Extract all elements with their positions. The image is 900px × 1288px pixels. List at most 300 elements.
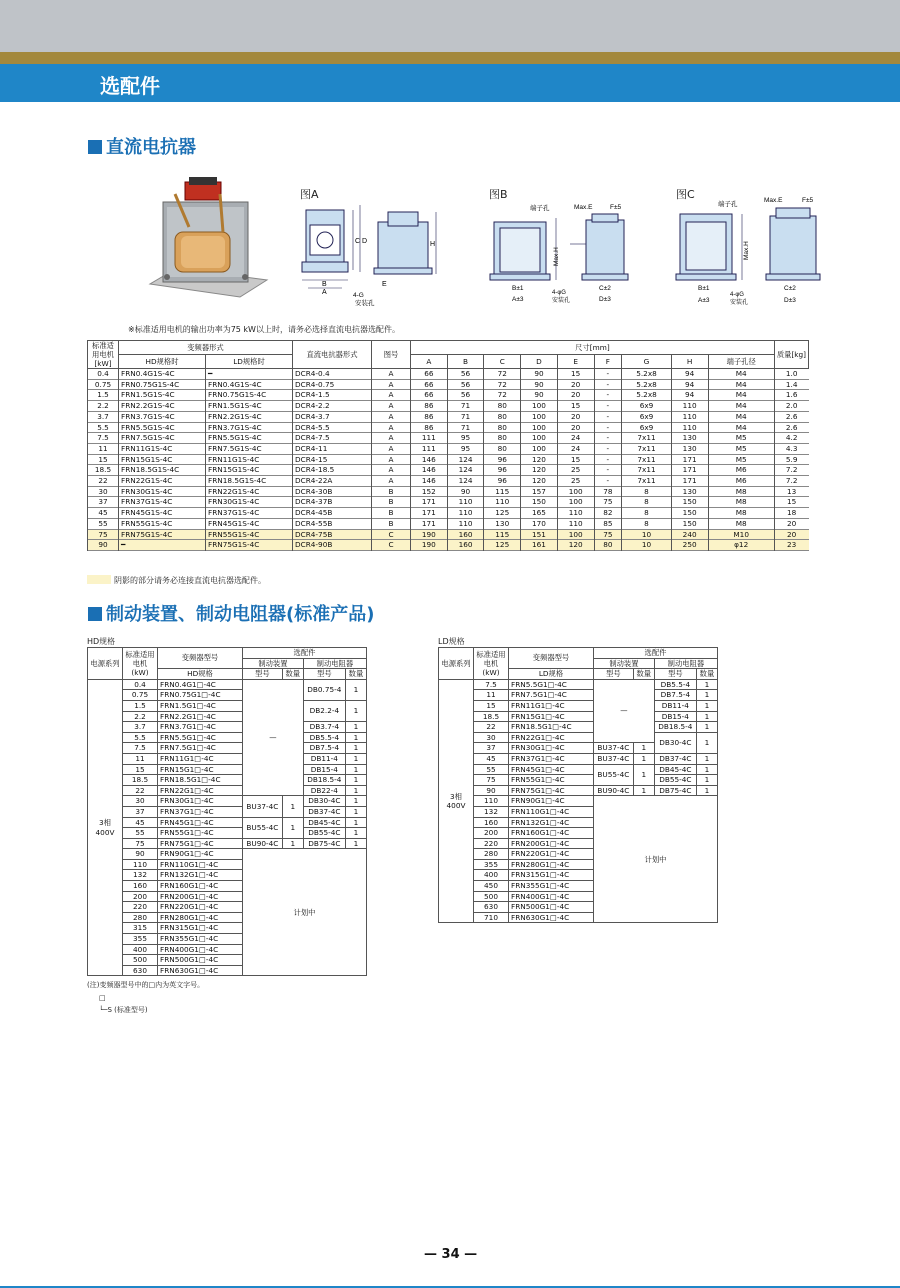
table-row [88, 540, 809, 551]
table-cell: 7x11 [622, 476, 672, 487]
table-cell: 200 [123, 891, 158, 902]
table-cell: 120 [521, 476, 558, 487]
dim-d3-label-c: D±3 [784, 297, 796, 304]
table-cell: 1 [345, 700, 366, 721]
table-cell: 1.6 [774, 390, 808, 401]
table-cell: 3.7 [123, 722, 158, 733]
table-row [88, 722, 367, 733]
table-cell: 0.4 [88, 369, 119, 380]
dim-d-label: D [362, 238, 368, 245]
table-cell: FRN90G1□-4C [158, 849, 243, 860]
section-title-text: 直流电抗器 [106, 137, 196, 158]
shade-legend-note: 阴影的部分请务必连接直流电抗器选配件。 [114, 576, 266, 585]
table-cell: B [372, 497, 411, 508]
table-row [88, 806, 367, 817]
table-cell: 1 [696, 775, 717, 786]
dim-b1-label-c: B±1 [698, 285, 710, 292]
table-cell: DB30-4C [303, 796, 345, 807]
square-bullet-icon [88, 140, 102, 154]
table-cell: 171 [671, 476, 708, 487]
table-cell: DB55-4C [303, 828, 345, 839]
table-cell: 190 [411, 529, 448, 540]
table-row [88, 476, 809, 487]
table-cell: 22 [474, 722, 509, 733]
table-cell: FRN30G1□-4C [509, 743, 594, 754]
table-row [88, 379, 809, 390]
table-cell: 1 [282, 817, 303, 838]
table-cell: FRN45G1S-4C [206, 518, 293, 529]
table-cell: 45 [474, 753, 509, 764]
table-row [88, 700, 367, 711]
table-row [439, 700, 718, 711]
col-motor: 标准适用电机(kW) [474, 648, 509, 680]
table-cell: FRN75G1□-4C [158, 838, 243, 849]
table-cell: 400 [123, 944, 158, 955]
dim-a3-label-b: A±3 [512, 296, 524, 303]
table-cell: 15 [557, 401, 594, 412]
table-cell: 90 [123, 849, 158, 860]
table-cell: 15 [557, 369, 594, 380]
table-cell: FRN22G1□-4C [509, 732, 594, 743]
table-cell: FRN7.5G1□-4C [509, 690, 594, 701]
table-cell: 115 [484, 486, 521, 497]
table-cell: - [594, 411, 622, 422]
table-cell: 152 [411, 486, 448, 497]
figure-a-label: 图A [300, 188, 319, 201]
table-cell: 150 [521, 497, 558, 508]
table-cell: 71 [447, 401, 484, 412]
figure-c-drawing [672, 192, 832, 312]
table-cell: 96 [484, 476, 521, 487]
table-cell: FRN5.5G1S-4C [119, 422, 206, 433]
table-cell: FRN45G1S-4C [119, 508, 206, 519]
table-cell: 5.2x8 [622, 369, 672, 380]
planned-cell: 计划中 [243, 849, 367, 976]
table-cell: BU37-4C [594, 743, 634, 754]
table-cell: 45 [88, 508, 119, 519]
table-row [88, 497, 809, 508]
table-cell: 75 [474, 775, 509, 786]
header-row [439, 648, 718, 659]
table-row [88, 422, 809, 433]
table-cell: FRN37G1S-4C [206, 508, 293, 519]
table-cell: 7x11 [622, 454, 672, 465]
table-cell: 130 [484, 518, 521, 529]
dim-f5-label-b: F±5 [610, 204, 622, 211]
table-cell: M4 [708, 422, 774, 433]
table-cell: 630 [474, 902, 509, 913]
table-cell: 280 [474, 849, 509, 860]
table-cell: 220 [123, 902, 158, 913]
table-cell: DCR4-30B [293, 486, 372, 497]
table-cell: DB45-4C [303, 817, 345, 828]
table-cell: 18 [774, 508, 808, 519]
table-cell: 45 [123, 817, 158, 828]
table-cell: 1 [633, 785, 654, 796]
four-phi-g-label-b: 4-φG [552, 290, 566, 296]
figure-b-drawing [484, 198, 634, 310]
table-row [88, 401, 809, 412]
table-cell: FRN5.5G1□-4C [509, 679, 594, 690]
section-title-text: 制动装置、制动电阻器(标准产品) [106, 604, 375, 625]
table-row [88, 508, 809, 519]
table-cell: 56 [447, 369, 484, 380]
table-cell: 1 [345, 817, 366, 828]
table-cell: B [372, 508, 411, 519]
table-cell: 71 [447, 411, 484, 422]
table-cell: 0.75 [88, 379, 119, 390]
table-cell: - [594, 433, 622, 444]
table-cell: ━ [119, 540, 206, 551]
table-cell: 56 [447, 390, 484, 401]
table-cell: 37 [123, 806, 158, 817]
table-cell: 1 [345, 796, 366, 807]
table-cell: FRN400G1□-4C [509, 891, 594, 902]
col-options: 选配件 [243, 648, 367, 659]
table-cell: 13 [774, 486, 808, 497]
table-cell: - [594, 401, 622, 412]
table-cell: FRN55G1□-4C [509, 775, 594, 786]
col-resistor: 制动电阻器 [303, 658, 366, 669]
table-cell: FRN280G1□-4C [158, 912, 243, 923]
table-cell: 1 [696, 785, 717, 796]
table-cell: FRN200G1□-4C [509, 838, 594, 849]
table-cell: M10 [708, 529, 774, 540]
table-cell: DB55-4C [654, 775, 696, 786]
reactor-photo [145, 172, 270, 300]
table-row [88, 529, 809, 540]
table-cell: 151 [521, 529, 558, 540]
table-cell: 115 [484, 529, 521, 540]
table-cell: FRN2.2G1□-4C [158, 711, 243, 722]
footnote-line2: └─S (标准型号) [99, 1006, 148, 1014]
table-cell: 3.7 [88, 411, 119, 422]
table-row [88, 433, 809, 444]
table-cell: FRN75G1□-4C [509, 785, 594, 796]
table-cell: DB37-4C [303, 806, 345, 817]
col-fig: 图号 [372, 341, 411, 369]
table-cell: 171 [411, 497, 448, 508]
dim-maxe-label-c: Max.E [764, 197, 783, 204]
table-cell: 7.5 [123, 743, 158, 754]
table-cell: FRN75G1S-4C [206, 540, 293, 551]
table-cell: A [372, 476, 411, 487]
col-dim-7: H [671, 355, 708, 369]
dim-maxe-label-b: Max.E [574, 204, 593, 211]
table-cell: FRN30G1S-4C [206, 497, 293, 508]
table-cell: A [372, 411, 411, 422]
table-cell: 110 [447, 508, 484, 519]
dim-maxh-label-b: Max.H [553, 247, 560, 266]
table-cell: 146 [411, 454, 448, 465]
table-row [88, 775, 367, 786]
table-cell: M4 [708, 401, 774, 412]
table-cell: φ12 [708, 540, 774, 551]
table-cell: 66 [411, 390, 448, 401]
col-dims: 尺寸[mm] [411, 341, 775, 355]
table-cell: - [594, 369, 622, 380]
table-cell: 90 [474, 785, 509, 796]
table-cell: 8 [622, 518, 672, 529]
table-cell: 190 [411, 540, 448, 551]
table-cell: FRN315G1□-4C [158, 923, 243, 934]
table-cell: FRN5.5G1S-4C [206, 433, 293, 444]
page-number-value: 34 [441, 1247, 460, 1262]
table-cell: 120 [521, 465, 558, 476]
table-cell: 1 [345, 785, 366, 796]
table-cell: 1 [345, 764, 366, 775]
table-cell: FRN0.4G1S-4C [206, 379, 293, 390]
table-cell: A [372, 454, 411, 465]
table-cell: 7.2 [774, 476, 808, 487]
table-cell: M4 [708, 390, 774, 401]
table-cell: 110 [484, 497, 521, 508]
table-cell: 160 [474, 817, 509, 828]
section-title-braking [88, 600, 374, 626]
table-cell: M8 [708, 497, 774, 508]
table-cell: 75 [88, 529, 119, 540]
table-cell: B [372, 518, 411, 529]
table-cell: FRN3.7G1S-4C [206, 422, 293, 433]
table-cell: 1.5 [88, 390, 119, 401]
table-cell: 1 [345, 743, 366, 754]
table-cell: 315 [123, 923, 158, 934]
table-row [88, 369, 809, 380]
table-cell: 280 [123, 912, 158, 923]
dash-cell: — [243, 679, 304, 796]
table-cell: DCR4-0.4 [293, 369, 372, 380]
table-cell: FRN160G1□-4C [158, 881, 243, 892]
table-cell: 161 [521, 540, 558, 551]
table-cell: 22 [88, 476, 119, 487]
table-cell: B [372, 486, 411, 497]
table-cell: 500 [123, 955, 158, 966]
table-cell: M5 [708, 454, 774, 465]
table-cell: BU55-4C [243, 817, 283, 838]
col-unit: 制动装置 [594, 658, 655, 669]
terminal-hole-label-c: 端子孔 [718, 201, 738, 208]
table-cell: 500 [474, 891, 509, 902]
planned-cell: 计划中 [594, 796, 718, 923]
table-cell: - [594, 476, 622, 487]
table-cell: FRN1.5G1S-4C [119, 390, 206, 401]
table-row [88, 454, 809, 465]
table-cell: 5.5 [88, 422, 119, 433]
table-cell: 86 [411, 411, 448, 422]
table-cell: 18.5 [123, 775, 158, 786]
dim-b-label: B [322, 281, 327, 288]
table-cell: 15 [123, 764, 158, 775]
table-cell: M4 [708, 379, 774, 390]
ld-braking-table [438, 647, 718, 923]
col-res-model: 型号 [303, 669, 345, 680]
table-cell: DCR4-3.7 [293, 411, 372, 422]
table-cell: - [594, 454, 622, 465]
table-cell: FRN22G1S-4C [119, 476, 206, 487]
table-cell: DB75-4C [654, 785, 696, 796]
table-cell: 8 [622, 486, 672, 497]
table-cell: 71 [447, 422, 484, 433]
table-cell: 110 [671, 411, 708, 422]
table-cell: 7.2 [774, 465, 808, 476]
table-row [88, 443, 809, 454]
table-row [88, 518, 809, 529]
table-cell: DB18.5-4 [303, 775, 345, 786]
table-row [439, 785, 718, 796]
table-cell: FRN30G1S-4C [119, 486, 206, 497]
table-cell: FRN2.2G1S-4C [206, 411, 293, 422]
table-cell: 165 [521, 508, 558, 519]
table-cell: 0.4 [123, 679, 158, 690]
figure-b-label: 图B [489, 188, 508, 201]
table-cell: DB11-4 [303, 753, 345, 764]
table-cell: 80 [484, 411, 521, 422]
table-cell: DCR4-22A [293, 476, 372, 487]
table-cell: DCR4-37B [293, 497, 372, 508]
table-cell: 66 [411, 379, 448, 390]
table-cell: 94 [671, 369, 708, 380]
table-cell: M8 [708, 486, 774, 497]
col-unit-model: 型号 [594, 669, 634, 680]
table-cell: 55 [123, 828, 158, 839]
table-row [439, 796, 718, 807]
table-cell: 150 [671, 518, 708, 529]
col-dim-1: B [447, 355, 484, 369]
table-cell: 96 [484, 454, 521, 465]
table-cell: FRN11G1□-4C [509, 700, 594, 711]
table-cell: 1 [696, 711, 717, 722]
table-cell: FRN400G1□-4C [158, 944, 243, 955]
table-cell: 72 [484, 379, 521, 390]
table-cell: FRN55G1S-4C [206, 529, 293, 540]
table-cell: 100 [557, 486, 594, 497]
table-cell: 80 [594, 540, 622, 551]
table-cell: FRN160G1□-4C [509, 828, 594, 839]
table-cell: FRN18.5G1□-4C [509, 722, 594, 733]
table-cell: DB15-4 [303, 764, 345, 775]
table-cell: M4 [708, 411, 774, 422]
table-cell: FRN22G1□-4C [158, 785, 243, 796]
table-cell: A [372, 390, 411, 401]
table-cell: DB18.5-4 [654, 722, 696, 733]
top-gray-bar [0, 0, 900, 52]
table-cell: 630 [123, 965, 158, 976]
figure-c-label: 图C [676, 188, 695, 201]
table-cell: DB3.7-4 [303, 722, 345, 733]
table-cell: 18.5 [88, 465, 119, 476]
table-cell: 120 [557, 540, 594, 551]
table-cell: FRN45G1□-4C [158, 817, 243, 828]
table-cell: 6x9 [622, 422, 672, 433]
table-cell: 30 [474, 732, 509, 743]
table-cell: A [372, 401, 411, 412]
table-cell: 37 [474, 743, 509, 754]
table-cell: 15 [557, 454, 594, 465]
table-cell: DB7.5-4 [303, 743, 345, 754]
table-cell: 1 [345, 732, 366, 743]
table-cell: DB15-4 [654, 711, 696, 722]
table-row [88, 838, 367, 849]
table-cell: 1 [633, 743, 654, 754]
table-cell: FRN15G1□-4C [158, 764, 243, 775]
table-cell: 90 [521, 379, 558, 390]
table-cell: 22 [123, 785, 158, 796]
figure-a-drawing [298, 200, 448, 310]
footnote-box: □ [99, 994, 106, 1002]
table-cell: FRN132G1□-4C [158, 870, 243, 881]
table-cell: 2.6 [774, 411, 808, 422]
table-row [439, 753, 718, 764]
power-cell: 3相 400V [88, 679, 123, 976]
table-cell: FRN630G1□-4C [509, 912, 594, 923]
table-cell: 110 [671, 422, 708, 433]
table-cell: DCR4-0.75 [293, 379, 372, 390]
table-cell: DCR4-11 [293, 443, 372, 454]
col-res-qty: 数量 [345, 669, 366, 680]
dim-e-label: E [382, 281, 387, 288]
dash-cell: — [594, 679, 655, 743]
table-cell: 157 [521, 486, 558, 497]
table-cell: DB0.75-4 [303, 679, 345, 700]
table-row [88, 465, 809, 476]
table-row [88, 486, 809, 497]
col-spec: HD规格 [158, 669, 243, 680]
table-cell: DCR4-15 [293, 454, 372, 465]
table-cell: 160 [447, 529, 484, 540]
table-row [439, 722, 718, 733]
table-cell: 1 [282, 838, 303, 849]
table-cell: FRN22G1S-4C [206, 486, 293, 497]
table-cell: DB2.2-4 [303, 700, 345, 721]
table-cell: FRN315G1□-4C [509, 870, 594, 881]
table-cell: FRN5.5G1□-4C [158, 732, 243, 743]
hd-braking-table [87, 647, 367, 976]
table-cell: 20 [774, 518, 808, 529]
table-cell: DCR4-45B [293, 508, 372, 519]
table-cell: - [594, 465, 622, 476]
table-cell: 20 [557, 379, 594, 390]
table-cell: C [372, 529, 411, 540]
table-cell: FRN55G1S-4C [119, 518, 206, 529]
dim-f5-label-c: F±5 [802, 197, 814, 204]
table-cell: 1 [345, 806, 366, 817]
col-mass: 质量[kg] [774, 341, 808, 369]
table-cell: 120 [521, 454, 558, 465]
table-cell: DCR4-75B [293, 529, 372, 540]
dim-b1-label: B±1 [512, 285, 524, 292]
table-cell: A [372, 369, 411, 380]
table-cell: M6 [708, 465, 774, 476]
table-cell: M8 [708, 518, 774, 529]
table-cell: 85 [594, 518, 622, 529]
table-cell: 1 [696, 700, 717, 711]
table-cell: BU55-4C [594, 764, 634, 785]
table-cell: 80 [484, 433, 521, 444]
table-cell: 7x11 [622, 465, 672, 476]
table-cell: 6x9 [622, 401, 672, 412]
table-cell: FRN18.5G1S-4C [206, 476, 293, 487]
col-motor: 标准适用电机(kW) [123, 648, 158, 680]
table-cell: FRN7.5G1S-4C [119, 433, 206, 444]
table-row [88, 411, 809, 422]
table-row [88, 849, 367, 860]
table-cell: 125 [484, 540, 521, 551]
table-cell: - [594, 390, 622, 401]
table-row [439, 679, 718, 690]
table-cell: 1 [696, 732, 717, 753]
table-cell: 5.5 [123, 732, 158, 743]
table-cell: 4.3 [774, 443, 808, 454]
